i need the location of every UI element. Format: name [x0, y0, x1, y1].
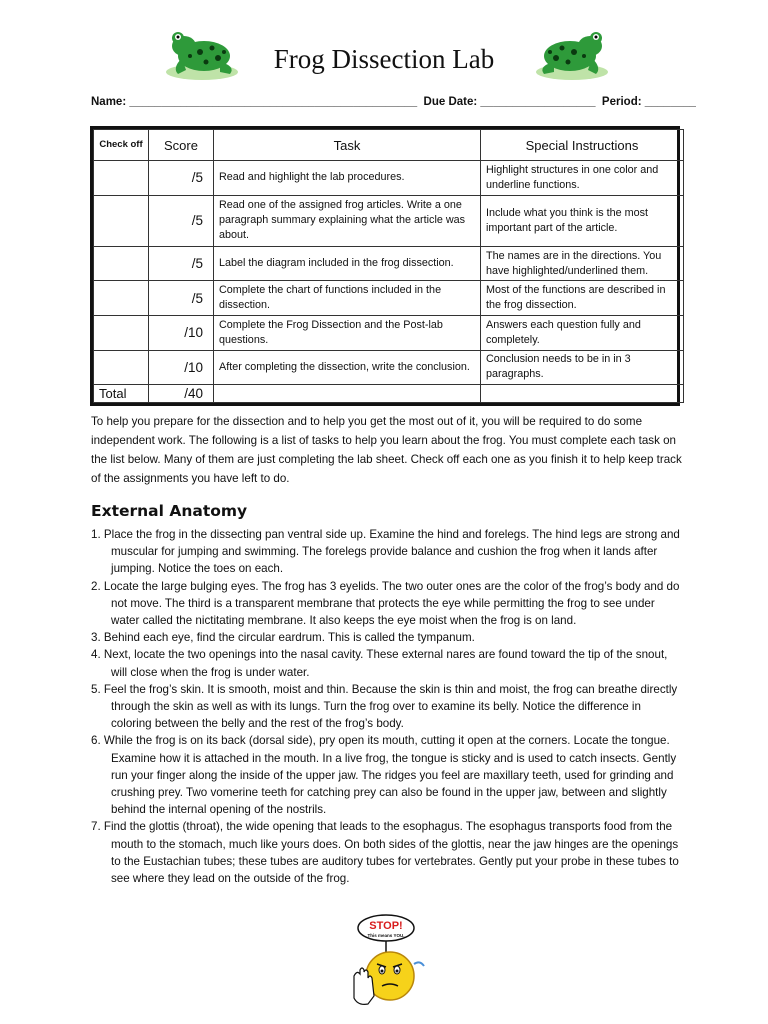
- table-row: [94, 161, 684, 196]
- section-title-external-anatomy: External Anatomy: [91, 502, 248, 520]
- score-cell: /10: [149, 315, 214, 350]
- list-item: 7. Find the glottis (throat), the wide opening that leads to the esophagus. The esophagus transports food from the mouth to the stomach, much like yours does. On both sides of the glottis, near the jaw hinges are the openings to the Eustachian tubes; these tubes are auditory tubes for vertebrates. Gently put your probe in these tubes to see where they lead on the outside of the frog.: [91, 820, 679, 886]
- task-cell: Complete the Frog Dissection and the Post-lab questions.: [214, 315, 481, 350]
- intro-paragraph: To help you prepare for the dissection and to help you get the most out of it, you will be required to do some independent work. The following is a list of tasks to help you learn about the frog. You must complete each task on the list below. Many of them are just completing the lab sheet. Check off each one as you finish it to help keep track of the assignments you have left to do.: [91, 415, 682, 485]
- check-off-cell[interactable]: [94, 350, 149, 385]
- check-off-cell[interactable]: [94, 161, 149, 196]
- task-cell: Label the diagram included in the frog dissection.: [214, 246, 481, 281]
- check-off-cell[interactable]: [94, 281, 149, 316]
- task-table-frame: [90, 126, 680, 406]
- task-cell: Read one of the assigned frog articles. Write a one paragraph summary explaining what the article was about.: [214, 195, 481, 246]
- table-row: [94, 195, 684, 246]
- procedure-steps: [91, 526, 681, 887]
- header-special-instructions: Special Instructions: [481, 130, 684, 161]
- table-row: [94, 315, 684, 350]
- header-check-off: Check off: [94, 130, 149, 161]
- score-cell: /10: [149, 350, 214, 385]
- check-off-cell[interactable]: [94, 195, 149, 246]
- page-title: Frog Dissection Lab: [273, 44, 495, 74]
- task-cell: After completing the dissection, write the conclusion.: [214, 350, 481, 385]
- task-cell: Read and highlight the lab procedures.: [214, 161, 481, 196]
- instructions-cell: Answers each question fully and completely.: [481, 315, 684, 350]
- table-header-row: [94, 130, 684, 161]
- header-score: Score: [149, 130, 214, 161]
- list-item: 3. Behind each eye, find the circular eardrum. This is called the tympanum.: [91, 631, 475, 645]
- instructions-cell: Most of the functions are described in the frog dissection.: [481, 281, 684, 316]
- name-date-period-line: Name: _____________________________________________ Due Date: __________________ Period: ________: [91, 96, 696, 108]
- table-row: [94, 350, 684, 385]
- list-item: 5. Feel the frog’s skin. It is smooth, moist and thin. Because the skin is thin and moist, the frog can breathe directly through the skin as well as with its lungs. Turn the frog over to examine its belly. Notice the difference in coloring between the belly and the rest of the frog’s body.: [91, 682, 678, 731]
- table-row: [94, 281, 684, 316]
- list-item: 2. Locate the large bulging eyes. The frog has 3 eyelids. The two outer ones are the color of the frog’s body and do not move. The third is a transparent membrane that protects the eye while permitting the frog to see under water called the nictitating membrane. It also keeps the eye moist when the frog is on land.: [91, 579, 680, 628]
- instructions-cell: The names are in the directions. You have highlighted/underlined them.: [481, 246, 684, 281]
- table-total-row: [94, 385, 684, 403]
- score-cell: /5: [149, 195, 214, 246]
- score-cell: /5: [149, 161, 214, 196]
- list-item: 6. While the frog is on its back (dorsal side), pry open its mouth, cutting it open at the corners. Locate the tongue. Examine how it is attached in the mouth. In a live frog, the tongue is sticky and is used to catch insects. Gently run your finger along the inside of the upper jaw. The ridges you feel are maxillary teeth, used for grinding and crushing prey. Two vomerine teeth for catching prey can also be found in the upper jaw, between and slightly behind the internal opening of the nostrils.: [91, 734, 677, 817]
- total-label: Total: [94, 385, 149, 403]
- score-cell: /5: [149, 246, 214, 281]
- table-row: [94, 246, 684, 281]
- header-task: Task: [214, 130, 481, 161]
- check-off-cell[interactable]: [94, 315, 149, 350]
- list-item: 1. Place the frog in the dissecting pan ventral side up. Examine the hind and forelegs. The hind legs are strong and muscular for jumping and swimming. The forelegs provide balance and cushion the frog when it lands after jumping. Notice the toes on each.: [91, 528, 680, 576]
- stop-sign-clipart: [340, 912, 432, 1008]
- total-instructions-cell: [481, 385, 684, 403]
- stop-sign-subtext: This means YOU.: [367, 933, 405, 938]
- instructions-cell: Conclusion needs to be in in 3 paragraphs.: [481, 350, 684, 385]
- score-cell: /5: [149, 281, 214, 316]
- list-item: 4. Next, locate the two openings into the nasal cavity. These external nares are found toward the tip of the snout, will close when the frog is under water.: [91, 648, 668, 679]
- stop-sign-word: STOP!: [369, 920, 403, 932]
- check-off-cell[interactable]: [94, 246, 149, 281]
- task-table: [93, 129, 684, 403]
- task-cell: Complete the chart of functions included in the dissection.: [214, 281, 481, 316]
- total-score: /40: [149, 385, 214, 403]
- instructions-cell: Highlight structures in one color and underline functions.: [481, 161, 684, 196]
- instructions-cell: Include what you think is the most important part of the article.: [481, 195, 684, 246]
- total-task-cell: [214, 385, 481, 403]
